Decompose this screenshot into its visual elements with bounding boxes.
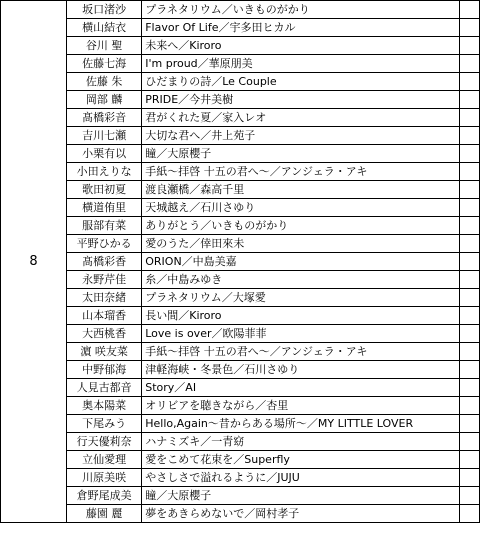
member-name-cell: 坂口渚沙 bbox=[67, 1, 142, 19]
blank-cell bbox=[459, 37, 479, 55]
blank-cell bbox=[459, 19, 479, 37]
table-row bbox=[1, 343, 480, 361]
member-name-cell: 大西桃香 bbox=[67, 325, 142, 343]
member-name-cell: 吉川七瀬 bbox=[67, 127, 142, 145]
table-row bbox=[1, 1, 480, 19]
table-row bbox=[1, 109, 480, 127]
table-row bbox=[1, 379, 480, 397]
table-row bbox=[1, 415, 480, 433]
blank-cell bbox=[459, 469, 479, 487]
blank-cell bbox=[459, 379, 479, 397]
table-row bbox=[1, 451, 480, 469]
song-title-cell: I'm proud／華原朋美 bbox=[142, 55, 460, 73]
blank-cell bbox=[459, 307, 479, 325]
blank-cell bbox=[459, 361, 479, 379]
blank-cell bbox=[459, 505, 479, 523]
song-title-cell: 夢をあきらめないで／岡村孝子 bbox=[142, 505, 460, 523]
blank-cell bbox=[459, 199, 479, 217]
table-row bbox=[1, 199, 480, 217]
table-row bbox=[1, 73, 480, 91]
song-title-cell: 瞳／大原櫻子 bbox=[142, 487, 460, 505]
blank-cell bbox=[459, 109, 479, 127]
member-name-cell: 行天優莉奈 bbox=[67, 433, 142, 451]
table-row bbox=[1, 469, 480, 487]
member-name-cell: 中野郁海 bbox=[67, 361, 142, 379]
group-number-cell: 8 bbox=[1, 1, 67, 523]
member-name-cell: 岡部 麟 bbox=[67, 91, 142, 109]
song-title-cell: PRIDE／今井美樹 bbox=[142, 91, 460, 109]
song-title-cell: 愛をこめて花束を／Superfly bbox=[142, 451, 460, 469]
song-title-cell: ハナミズキ／一青窈 bbox=[142, 433, 460, 451]
table-row bbox=[1, 307, 480, 325]
member-name-cell: 濵 咲友菜 bbox=[67, 343, 142, 361]
table-row bbox=[1, 37, 480, 55]
member-name-cell: 川原美咲 bbox=[67, 469, 142, 487]
blank-cell bbox=[459, 181, 479, 199]
blank-cell bbox=[459, 451, 479, 469]
song-title-cell: プラネタリウム／大塚愛 bbox=[142, 289, 460, 307]
member-name-cell: 谷川 聖 bbox=[67, 37, 142, 55]
song-title-cell: 未来へ／Kiroro bbox=[142, 37, 460, 55]
table-row bbox=[1, 433, 480, 451]
blank-cell bbox=[459, 217, 479, 235]
member-name-cell: 太田奈緒 bbox=[67, 289, 142, 307]
blank-cell bbox=[459, 145, 479, 163]
blank-cell bbox=[459, 235, 479, 253]
song-title-cell: やさしさで溢れるように／JUJU bbox=[142, 469, 460, 487]
blank-cell bbox=[459, 55, 479, 73]
table-row bbox=[1, 55, 480, 73]
song-title-cell: ありがとう／いきものがかり bbox=[142, 217, 460, 235]
table-row bbox=[1, 19, 480, 37]
table-row bbox=[1, 145, 480, 163]
song-title-cell: 愛のうた／倖田來未 bbox=[142, 235, 460, 253]
table-row bbox=[1, 127, 480, 145]
table-row bbox=[1, 361, 480, 379]
member-name-cell: 人見古都音 bbox=[67, 379, 142, 397]
member-name-cell: 佐藤 朱 bbox=[67, 73, 142, 91]
table-row bbox=[1, 397, 480, 415]
song-title-cell: 糸／中島みゆき bbox=[142, 271, 460, 289]
table-row bbox=[1, 487, 480, 505]
blank-cell bbox=[459, 325, 479, 343]
song-title-cell: 津軽海峡・冬景色／石川さゆり bbox=[142, 361, 460, 379]
member-name-cell: 永野芹佳 bbox=[67, 271, 142, 289]
table-row bbox=[1, 163, 480, 181]
table-row bbox=[1, 235, 480, 253]
member-name-cell: 下尾みう bbox=[67, 415, 142, 433]
member-name-cell: 小田えりな bbox=[67, 163, 142, 181]
song-title-cell: 手紙～拝啓 十五の君へ～／アンジェラ・アキ bbox=[142, 163, 460, 181]
blank-cell bbox=[459, 343, 479, 361]
song-title-cell: ORION／中島美嘉 bbox=[142, 253, 460, 271]
blank-cell bbox=[459, 253, 479, 271]
blank-cell bbox=[459, 271, 479, 289]
table-row bbox=[1, 217, 480, 235]
blank-cell bbox=[459, 73, 479, 91]
song-title-cell: 手紙～拝啓 十五の君へ～／アンジェラ・アキ bbox=[142, 343, 460, 361]
song-title-cell: Hello,Again～昔からある場所～／MY LITTLE LOVER bbox=[142, 415, 460, 433]
song-title-cell: Flavor Of Life／宇多田ヒカル bbox=[142, 19, 460, 37]
table-row bbox=[1, 505, 480, 523]
song-title-cell: 大切な君へ／井上苑子 bbox=[142, 127, 460, 145]
blank-cell bbox=[459, 415, 479, 433]
song-list-body bbox=[1, 1, 480, 523]
blank-cell bbox=[459, 397, 479, 415]
table-row bbox=[1, 271, 480, 289]
member-name-cell: 横山結衣 bbox=[67, 19, 142, 37]
member-name-cell: 立仙愛理 bbox=[67, 451, 142, 469]
member-name-cell: 佐藤七海 bbox=[67, 55, 142, 73]
member-name-cell: 髙橋彩音 bbox=[67, 109, 142, 127]
table-row bbox=[1, 91, 480, 109]
member-name-cell: 横道侑里 bbox=[67, 199, 142, 217]
blank-cell bbox=[459, 487, 479, 505]
song-title-cell: 渡良瀬橋／森高千里 bbox=[142, 181, 460, 199]
song-title-cell: 君がくれた夏／家入レオ bbox=[142, 109, 460, 127]
blank-cell bbox=[459, 163, 479, 181]
song-title-cell: プラネタリウム／いきものがかり bbox=[142, 1, 460, 19]
member-name-cell: 小栗有以 bbox=[67, 145, 142, 163]
blank-cell bbox=[459, 127, 479, 145]
song-title-cell: 天城越え／石川さゆり bbox=[142, 199, 460, 217]
song-title-cell: Story／AI bbox=[142, 379, 460, 397]
member-name-cell: 倉野尾成美 bbox=[67, 487, 142, 505]
table-row bbox=[1, 325, 480, 343]
song-title-cell: オリビアを聴きながら／杏里 bbox=[142, 397, 460, 415]
blank-cell bbox=[459, 433, 479, 451]
member-name-cell: 髙橋彩香 bbox=[67, 253, 142, 271]
song-title-cell: 長い間／Kiroro bbox=[142, 307, 460, 325]
member-name-cell: 藤園 麗 bbox=[67, 505, 142, 523]
song-title-cell: ひだまりの詩／Le Couple bbox=[142, 73, 460, 91]
table-row bbox=[1, 253, 480, 271]
blank-cell bbox=[459, 289, 479, 307]
member-name-cell: 歌田初夏 bbox=[67, 181, 142, 199]
blank-cell bbox=[459, 91, 479, 109]
member-name-cell: 奥本陽菜 bbox=[67, 397, 142, 415]
song-title-cell: Love is over／欧陽菲菲 bbox=[142, 325, 460, 343]
table-row bbox=[1, 289, 480, 307]
member-name-cell: 山本瑠香 bbox=[67, 307, 142, 325]
blank-cell bbox=[459, 1, 479, 19]
table-row bbox=[1, 181, 480, 199]
member-name-cell: 平野ひかる bbox=[67, 235, 142, 253]
song-title-cell: 瞳／大原櫻子 bbox=[142, 145, 460, 163]
member-name-cell: 服部有菜 bbox=[67, 217, 142, 235]
